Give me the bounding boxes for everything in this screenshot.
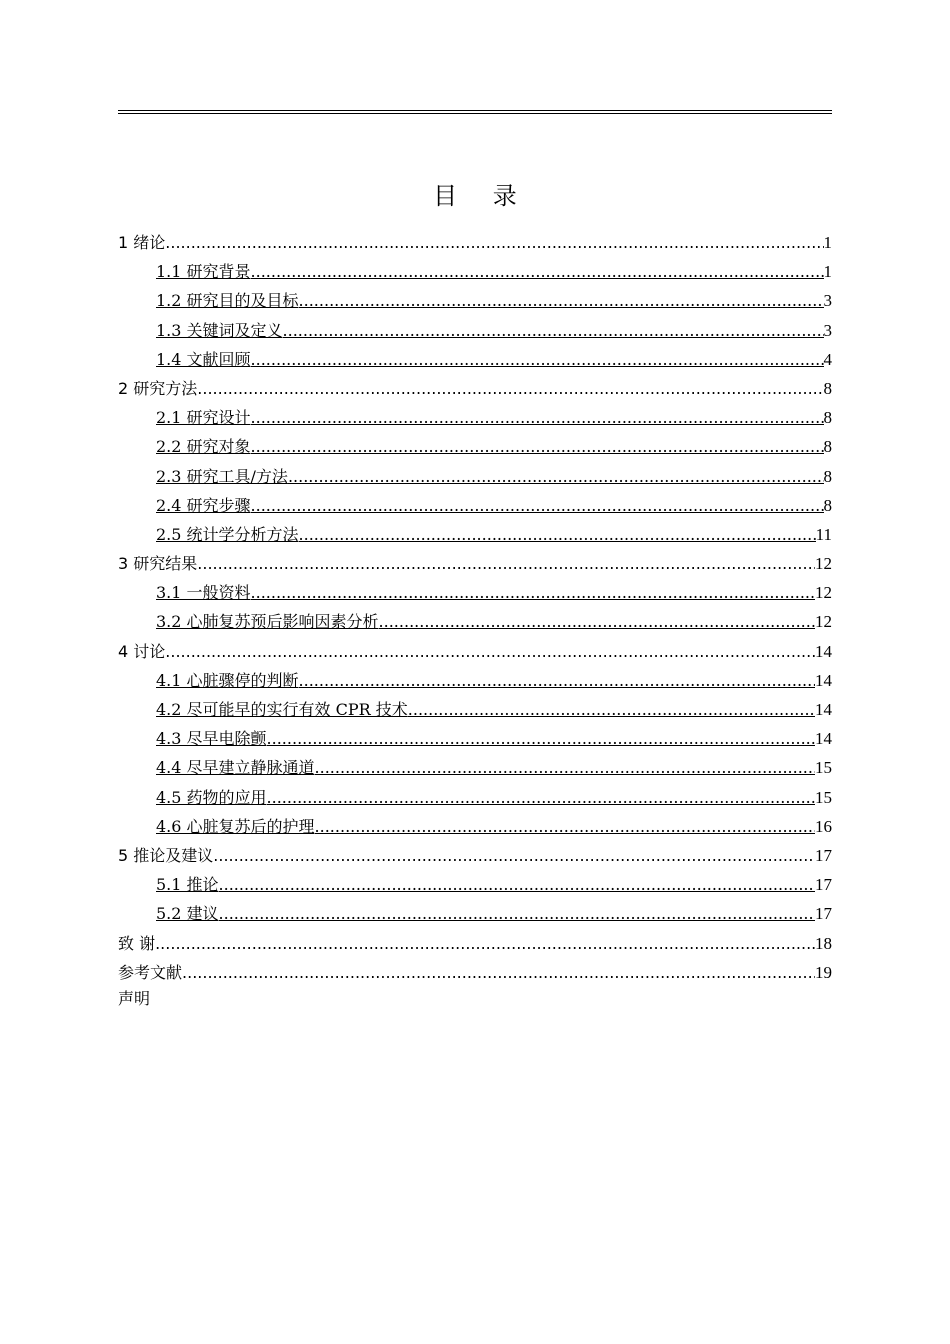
toc-entry-label: 1.1 研究背景 [156, 262, 251, 282]
toc-entry-page-number: 1 [823, 233, 832, 252]
toc-dot-leader [299, 286, 824, 315]
toc-entry-page-number: 14 [815, 641, 832, 661]
toc-entry-label: 1.4 文献回顾 [156, 349, 251, 369]
toc-chapter-entry[interactable] [118, 637, 832, 666]
toc-dot-leader [165, 228, 823, 257]
toc-section-entry[interactable] [118, 432, 832, 461]
toc-dot-leader [165, 637, 815, 666]
toc-section-entry[interactable] [118, 666, 832, 695]
toc-dot-leader [315, 812, 815, 841]
toc-entry-page-number: 12 [815, 612, 832, 632]
toc-dot-leader [315, 753, 815, 782]
toc-dot-leader [288, 462, 824, 491]
toc-entry-page-number: 8 [823, 378, 832, 398]
toc-entry-page-number: 15 [815, 787, 832, 807]
toc-section-entry[interactable] [118, 462, 832, 491]
toc-entry-label: 致 谢 [118, 933, 156, 953]
toc-entry-page-number: 17 [815, 875, 832, 895]
toc-entry-label: 1.2 研究目的及目标 [156, 291, 299, 311]
toc-section-entry[interactable] [118, 812, 832, 841]
toc-entry-page-number: 8 [823, 437, 832, 457]
toc-dot-leader [197, 374, 823, 403]
toc-entry-label: 3.2 心肺复苏预后影响因素分析 [156, 612, 379, 632]
toc-section-entry[interactable] [118, 870, 832, 899]
toc-entry-page-number: 16 [815, 816, 832, 836]
toc-dot-leader [299, 520, 816, 549]
header-rule-thick [118, 110, 832, 111]
toc-entry-label: 4.6 心脏复苏后的护理 [156, 816, 315, 836]
toc-dot-leader [197, 549, 815, 578]
toc-entry-label: 参考文献 [118, 962, 183, 982]
toc-chapter-entry[interactable] [118, 374, 832, 403]
toc-entry-label: 2.2 研究对象 [156, 437, 251, 457]
toc-entry-page-number: 8 [823, 466, 832, 486]
toc-entry-page-number: 1 [823, 262, 832, 282]
toc-chapter-entry[interactable] [118, 228, 832, 257]
toc-entry-label: 4.5 药物的应用 [156, 787, 267, 807]
toc-dot-leader [379, 607, 815, 636]
toc-dot-leader [283, 316, 824, 345]
toc-entry-page-number: 19 [815, 962, 832, 982]
toc-entry-label: 2.1 研究设计 [156, 408, 251, 428]
toc-entry-label: 2.3 研究工具/方法 [156, 466, 288, 486]
toc-entry-label: 1.3 关键词及定义 [156, 320, 283, 340]
toc-section-entry[interactable] [118, 607, 832, 636]
toc-dot-leader [213, 841, 815, 870]
toc-dot-leader [251, 578, 815, 607]
toc-section-entry[interactable] [118, 520, 832, 549]
toc-entry-label: 1 绪论 [118, 233, 166, 252]
toc-dot-leader [408, 695, 815, 724]
toc-chapter-entry[interactable] [118, 929, 832, 958]
table-of-contents [118, 228, 832, 987]
toc-entry-label: 3.1 一般资料 [156, 583, 251, 603]
toc-dot-leader [251, 432, 824, 461]
toc-section-entry[interactable] [118, 316, 832, 345]
toc-entry-page-number: 12 [815, 554, 832, 574]
toc-section-entry[interactable] [118, 286, 832, 315]
toc-entry-label: 3 研究结果 [118, 554, 198, 574]
toc-entry-page-number: 17 [815, 904, 832, 924]
toc-entry-label: 4 讨论 [118, 641, 166, 661]
toc-section-entry[interactable] [118, 783, 832, 812]
toc-entry-label: 2 研究方法 [118, 378, 198, 398]
toc-entry-label: 4.2 尽可能早的实行有效 CPR 技术 [156, 700, 408, 719]
toc-dot-leader [155, 929, 815, 958]
toc-dot-leader [267, 724, 815, 753]
toc-entry-label: 5.1 推论 [156, 875, 219, 895]
toc-entry-page-number: 14 [815, 729, 832, 749]
toc-chapter-entry[interactable] [118, 958, 832, 987]
toc-entry-label: 4.1 心脏骤停的判断 [156, 670, 299, 690]
toc-section-entry[interactable] [118, 345, 832, 374]
toc-dot-leader [182, 958, 815, 987]
toc-entry-page-number: 8 [823, 408, 832, 428]
toc-entry-label: 4.3 尽早电除颤 [156, 729, 267, 749]
toc-entry-page-number: 11 [815, 524, 832, 544]
toc-entry-page-number: 15 [815, 758, 832, 778]
toc-entry-page-number: 17 [815, 845, 832, 865]
toc-section-entry[interactable] [118, 724, 832, 753]
toc-dot-leader [299, 666, 815, 695]
toc-entry-label: 5 推论及建议 [118, 845, 214, 865]
toc-section-entry[interactable] [118, 753, 832, 782]
toc-section-entry[interactable] [118, 899, 832, 928]
toc-section-entry[interactable] [118, 695, 832, 724]
toc-section-entry[interactable] [118, 491, 832, 520]
header-rule-thin [118, 113, 832, 114]
toc-entry-label: 4.4 尽早建立静脉通道 [156, 758, 315, 778]
toc-entry-label: 5.2 建议 [156, 904, 219, 924]
toc-entry-page-number: 14 [815, 700, 832, 719]
toc-dot-leader [251, 403, 824, 432]
toc-title: 目 录 [433, 182, 531, 210]
toc-entry-page-number: 8 [823, 495, 832, 515]
toc-trailer-statement: 声明 [118, 989, 151, 1008]
toc-entry-page-number: 14 [815, 670, 832, 690]
toc-chapter-entry[interactable] [118, 841, 832, 870]
toc-dot-leader [251, 257, 824, 286]
toc-section-entry[interactable] [118, 403, 832, 432]
toc-entry-page-number: 18 [815, 933, 832, 953]
toc-section-entry[interactable] [118, 578, 832, 607]
toc-entry-page-number: 3 [823, 291, 832, 311]
toc-dot-leader [267, 783, 815, 812]
toc-chapter-entry[interactable] [118, 549, 832, 578]
toc-entry-label: 2.4 研究步骤 [156, 495, 251, 515]
toc-entry-page-number: 4 [823, 349, 832, 369]
toc-dot-leader [251, 345, 824, 374]
toc-dot-leader [251, 491, 824, 520]
toc-dot-leader [219, 870, 815, 899]
toc-entry-page-number: 12 [815, 583, 832, 603]
toc-entry-page-number: 3 [823, 320, 832, 340]
toc-entry-label: 2.5 统计学分析方法 [156, 524, 299, 544]
toc-dot-leader [219, 899, 815, 928]
toc-section-entry[interactable] [118, 257, 832, 286]
